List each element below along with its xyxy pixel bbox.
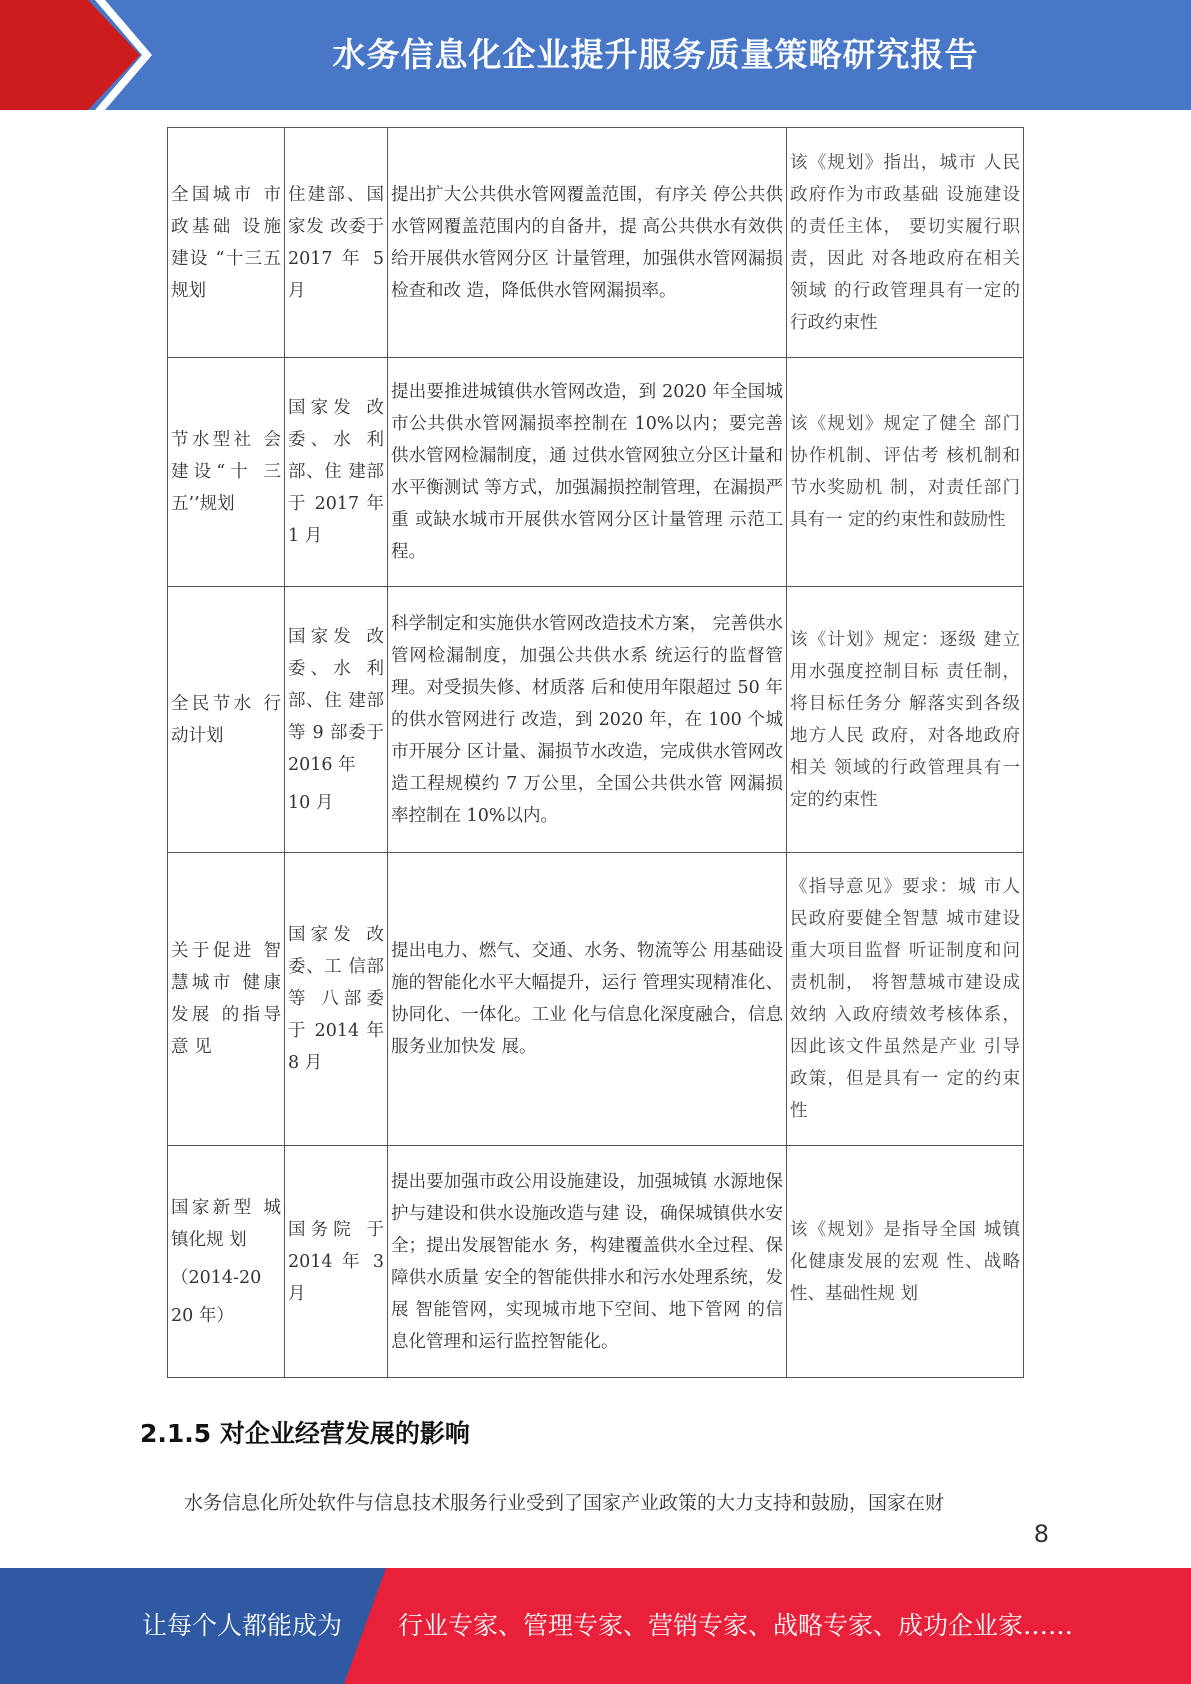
- policy-name-line: 国家新型 城镇化规 划: [171, 1197, 281, 1250]
- content-cell: 提出电力、燃气、交通、水务、物流等公 用基础设施的智能化水平大幅提升，运行 管理实现精准化、协同化、一体化。工业 化与信息化深度融合，信息服务业加快发 展。: [388, 853, 787, 1146]
- issuer-cell: [285, 587, 388, 853]
- table-row: [168, 587, 1024, 853]
- table-row: [168, 1146, 1024, 1378]
- issuer-cell: 国家发 改委、工 信部等 八部委 于 2014 年 8 月: [285, 853, 388, 1146]
- footer-slogan-right: 行业专家、管理专家、营销专家、战略专家、成功企业家……: [398, 1611, 1074, 1640]
- policy-name-cell: 全国城市 市政基础 设施建设 “十三五 规划: [168, 128, 285, 358]
- page-header: [0, 0, 1191, 110]
- effect-cell: 该《规划》是指导全国 城镇化健康发展的宏观 性、战略性、基础性规 划: [787, 1146, 1024, 1378]
- body-paragraph: 水务信息化所处软件与信息技术服务行业受到了国家产业政策的大力支持和鼓励，国家在财: [184, 1492, 945, 1514]
- table-row: [168, 358, 1024, 587]
- section-heading: 2.1.5 对企业经营发展的影响: [140, 1419, 470, 1448]
- issuer-cell: 国务院 于 2014 年 3 月: [285, 1146, 388, 1378]
- header-title: 水务信息化企业提升服务质量策略研究报告: [332, 35, 979, 74]
- page-number: 8: [1033, 1520, 1049, 1548]
- issuer-cell: 住建部、国家发 改委于 2017 年 5 月: [285, 128, 388, 358]
- content-cell: 提出扩大公共供水管网覆盖范围，有序关 停公共供水管网覆盖范围内的自备井，提 高公共供水有效供给开展供水管网分区 计量管理，加强供水管网漏损检查和改 造，降低供水管网漏损率。: [388, 128, 787, 358]
- content-cell: 提出要加强市政公用设施建设，加强城镇 水源地保护与建设和供水设施改造与建 设，确保城镇供水安全；提出发展智能水 务，构建覆盖供水全过程、保障供水质量 安全的智能供排水和污水处理系统，发展 智能管网，实现城市地下空间、地下管网 的信息化管理和运行监控智能化。: [388, 1146, 787, 1378]
- effect-cell: 《指导意见》要求：城 市人民政府要健全智慧 城市建设重大项目监督 听证制度和问责机制， 将智慧城市建设成效纳 入政府绩效考核体系， 因此该文件虽然是产业 引导政策，但是具有一 定的约束性: [787, 853, 1024, 1146]
- content-cell: 提出要推进城镇供水管网改造，到 2020 年全国城市公共供水管网漏损率控制在 10%以内；要完善供水管网检漏制度，通 过供水管网独立分区计量和水平衡测试 等方式，加强漏损控制管理，在漏损严重 或缺水城市开展供水管网分区计量管理 示范工程。: [388, 358, 787, 587]
- effect-cell: 该《计划》规定：逐级 建立用水强度控制目标 责任制，将目标任务分 解落实到各级地方人民 政府，对各地政府相关 领域的行政管理具有一 定的约束性: [787, 587, 1024, 853]
- issuer-cell: 国家发 改委、水 利部、住 建部于 2017 年 1 月: [285, 358, 388, 587]
- issuer-line: 国家发 改委、水 利部、住 建部等 9 部委于 2016 年: [288, 626, 384, 775]
- policy-name-cell: 节水型社 会建设“十 三五’’规划: [168, 358, 285, 587]
- policy-table: [167, 127, 1024, 1378]
- policy-name-line: （2014-20: [171, 1267, 262, 1288]
- footer-slogan-left: 让每个人都能成为: [142, 1611, 343, 1640]
- table-row: [168, 853, 1024, 1146]
- table-row: [168, 128, 1024, 358]
- issuer-line: 10 月: [288, 792, 334, 813]
- policy-name-cell: 全民节水 行动计划: [168, 587, 285, 853]
- page-footer: [0, 1568, 1191, 1684]
- policy-name-line: 20 年）: [171, 1305, 234, 1326]
- policy-name-cell: [168, 1146, 285, 1378]
- policy-name-cell: 关于促进 智慧城市 健康发展 的指导意 见: [168, 853, 285, 1146]
- content-cell: 科学制定和实施供水管网改造技术方案， 完善供水管网检漏制度，加强公共供水系 统运行的监督管理。对受损失修、材质落 后和使用年限超过 50 年的供水管网进行 改造，到 2020 年，在 100 个城市开展分 区计量、漏损节水改造，完成供水管网改 造工程规模约 7 万公里，全国公共供水管 网漏损率控制在 10%以内。: [388, 587, 787, 853]
- effect-cell: 该《规划》指出，城市 人民政府作为市政基础 设施建设的责任主体， 要切实履行职责，因此 对各地政府在相关领域 的行政管理具有一定的 行政约束性: [787, 128, 1024, 358]
- effect-cell: 该《规划》规定了健全 部门协作机制、评估考 核机制和节水奖励机 制，对责任部门具有一 定的约束性和鼓励性: [787, 358, 1024, 587]
